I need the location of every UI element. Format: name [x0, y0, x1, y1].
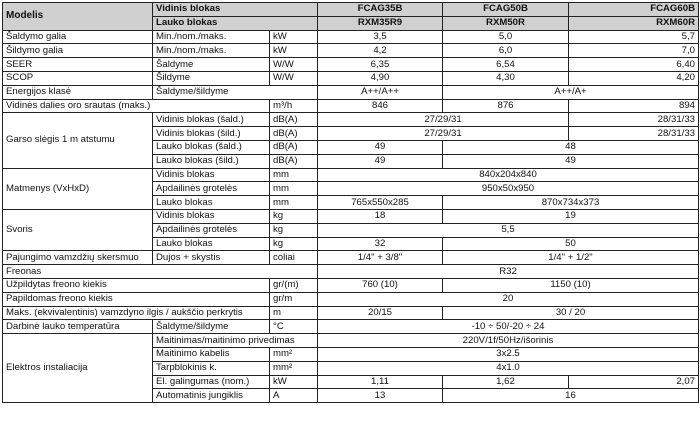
row-condition: El. galingumas (nom.)	[153, 375, 270, 389]
value-model-1: 1,11	[318, 375, 443, 389]
row-weight-indoor	[3, 209, 699, 223]
row-label: Energijos klasė	[3, 85, 153, 99]
row-condition: Vidinis blokas (šald.)	[153, 113, 270, 127]
value-model-2: 876	[443, 99, 569, 113]
row-condition: Apdailinės grotelės	[153, 182, 270, 196]
value-model-2-3: 870x734x373	[443, 196, 699, 210]
value-model-2-3: 19	[443, 209, 699, 223]
row-label-sound-pressure: Garso slėgis 1 m atstumu	[3, 113, 153, 168]
value-model-1: 49	[318, 154, 443, 168]
row-unit: dB(A)	[270, 113, 318, 127]
value-model-1: 765x550x285	[318, 196, 443, 210]
row-condition: Vidinis blokas	[153, 168, 270, 182]
header-indoor-unit-label: Vidinis blokas	[153, 3, 318, 17]
row-condition: Lauko blokas	[153, 196, 270, 210]
value-model-2-3: 48	[443, 140, 699, 154]
value-model-1-2: 27/29/31	[318, 127, 569, 141]
header-model-indoor-1: FCAG35B	[318, 3, 443, 17]
value-model-1: 18	[318, 209, 443, 223]
value-model-1: 4,90	[318, 71, 443, 85]
value-model-1: 846	[318, 99, 443, 113]
value-model-2-3: 16	[443, 389, 699, 403]
row-condition: Lauko blokas (šild.)	[153, 154, 270, 168]
row-unit: W/W	[270, 58, 318, 72]
header-outdoor-unit-label: Lauko blokas	[153, 16, 318, 30]
row-unit: gr/(m)	[270, 278, 318, 292]
value-model-3: 4,20	[569, 71, 699, 85]
row-scop	[3, 71, 699, 85]
row-unit: m	[270, 306, 318, 320]
value-model-2: 6,54	[443, 58, 569, 72]
row-condition: Šaldyme/šildyme	[153, 85, 318, 99]
row-refrigerant-charge	[3, 278, 699, 292]
row-energy-class	[3, 85, 699, 99]
row-condition: Automatinis jungiklis	[153, 389, 270, 403]
row-label: Pajungimo vamzdžių skersmuo	[3, 251, 153, 265]
row-air-flow	[3, 99, 699, 113]
value-model-3: 6,40	[569, 58, 699, 72]
value-model-1: 760 (10)	[318, 278, 443, 292]
row-unit: A	[270, 389, 318, 403]
row-label: Freonas	[3, 265, 318, 279]
row-unit: gr/m	[270, 292, 318, 306]
row-unit: coliai	[270, 251, 318, 265]
row-unit: W/W	[270, 71, 318, 85]
row-condition: Min./nom./maks.	[153, 44, 270, 58]
value-model-1: 20/15	[318, 306, 443, 320]
row-cooling-capacity	[3, 30, 699, 44]
value-model-1: A++/A++	[318, 85, 443, 99]
row-condition: Maitinimo kabelis	[153, 347, 270, 361]
row-unit: °C	[270, 320, 318, 334]
value-model-2-3: A++/A+	[443, 85, 699, 99]
row-refrigerant	[3, 265, 699, 279]
row-condition: Vidinis blokas	[153, 209, 270, 223]
row-label: Papildomas freono kiekis	[3, 292, 270, 306]
value-model-1: 49	[318, 140, 443, 154]
value-model-3: 2,07	[569, 375, 699, 389]
row-heating-capacity	[3, 44, 699, 58]
value-model-1: 13	[318, 389, 443, 403]
row-label: Užpildytas freono kiekis	[3, 278, 270, 292]
value-all-models: 20	[318, 292, 699, 306]
value-model-2: 6,0	[443, 44, 569, 58]
header-model-indoor-2: FCAG50B	[443, 3, 569, 17]
row-unit: kg	[270, 237, 318, 251]
value-all-models: 4x1.0	[318, 361, 699, 375]
value-model-1: 32	[318, 237, 443, 251]
row-label-weight: Svoris	[3, 209, 153, 250]
value-all-models: 5,5	[318, 223, 699, 237]
row-unit: mm	[270, 196, 318, 210]
row-unit: kg	[270, 209, 318, 223]
row-label-electrical: Elektros instaliacija	[3, 334, 153, 403]
value-model-2-3: 1150 (10)	[443, 278, 699, 292]
row-seer	[3, 58, 699, 72]
row-additional-refrigerant	[3, 292, 699, 306]
value-model-2: 4,30	[443, 71, 569, 85]
row-unit: kW	[270, 30, 318, 44]
row-label: Darbinė lauko temperatūra	[3, 320, 153, 334]
row-condition: Vidinis blokas (šild.)	[153, 127, 270, 141]
value-model-3: 28/31/33	[569, 113, 699, 127]
row-condition: Šildyme	[153, 71, 270, 85]
row-label: SEER	[3, 58, 153, 72]
row-condition: Šaldyme/šildyme	[153, 320, 270, 334]
value-model-2-3: 1/4" + 1/2"	[443, 251, 699, 265]
row-label: Maks. (ekvivalentinis) vamzdyno ilgis / aukščio perkrytis	[3, 306, 270, 320]
row-unit: mm	[270, 168, 318, 182]
row-condition: Dujos + skystis	[153, 251, 270, 265]
value-model-1: 6,35	[318, 58, 443, 72]
value-all-models: 840x204x840	[318, 168, 699, 182]
value-model-1-2: 27/29/31	[318, 113, 569, 127]
row-sound-indoor-cooling	[3, 113, 699, 127]
row-label: Šaldymo galia	[3, 30, 153, 44]
row-unit: kW	[270, 44, 318, 58]
row-unit: kg	[270, 223, 318, 237]
value-all-models: -10 ÷ 50/-20 ÷ 24	[318, 320, 699, 334]
value-model-2-3: 50	[443, 237, 699, 251]
header-model-outdoor-2: RXM50R	[443, 16, 569, 30]
row-unit: dB(A)	[270, 127, 318, 141]
value-model-2: 5,0	[443, 30, 569, 44]
value-model-3: 894	[569, 99, 699, 113]
value-model-1: 4,2	[318, 44, 443, 58]
value-model-3: 28/31/33	[569, 127, 699, 141]
row-power-supply	[3, 334, 699, 348]
value-model-2-3: 30 / 20	[443, 306, 699, 320]
value-model-1: 1/4" + 3/8"	[318, 251, 443, 265]
row-condition: Lauko blokas (šald.)	[153, 140, 270, 154]
header-models-label: Modelis	[3, 3, 153, 31]
row-unit: mm²	[270, 361, 318, 375]
row-unit: dB(A)	[270, 154, 318, 168]
row-condition: Šaldyme	[153, 58, 270, 72]
row-unit: mm²	[270, 347, 318, 361]
row-condition: Apdailinės grotelės	[153, 223, 270, 237]
row-label-dimensions: Matmenys (VxHxD)	[3, 168, 153, 209]
row-dimensions-indoor	[3, 168, 699, 182]
row-operating-temperature	[3, 320, 699, 334]
row-pipe-diameter	[3, 251, 699, 265]
row-unit: dB(A)	[270, 140, 318, 154]
header-model-outdoor-1: RXM35R9	[318, 16, 443, 30]
row-condition: Lauko blokas	[153, 237, 270, 251]
header-model-indoor-3: FCAG60B	[569, 3, 699, 17]
value-model-2-3: 49	[443, 154, 699, 168]
row-unit: kW	[270, 375, 318, 389]
value-all-models: 3x2.5	[318, 347, 699, 361]
row-unit: m³/h	[270, 99, 318, 113]
row-label: SCOP	[3, 71, 153, 85]
value-model-1: 3,5	[318, 30, 443, 44]
row-condition: Min./nom./maks.	[153, 30, 270, 44]
row-label: Šildymo galia	[3, 44, 153, 58]
value-model-3: 7,0	[569, 44, 699, 58]
row-condition: Tarpblokinis k.	[153, 361, 270, 375]
header-model-outdoor-3: RXM60R	[569, 16, 699, 30]
row-condition: Maitinimas/maitinimo privedimas	[153, 334, 318, 348]
value-model-2: 1,62	[443, 375, 569, 389]
value-model-3: 5,7	[569, 30, 699, 44]
header-row-indoor	[3, 3, 699, 17]
specifications-table	[2, 2, 699, 403]
value-all-models: 220V/1f/50Hz/išorinis	[318, 334, 699, 348]
row-unit: mm	[270, 182, 318, 196]
row-label: Vidinės dalies oro srautas (maks.)	[3, 99, 270, 113]
value-all-models: 950x50x950	[318, 182, 699, 196]
row-pipe-length	[3, 306, 699, 320]
value-all-models: R32	[318, 265, 699, 279]
